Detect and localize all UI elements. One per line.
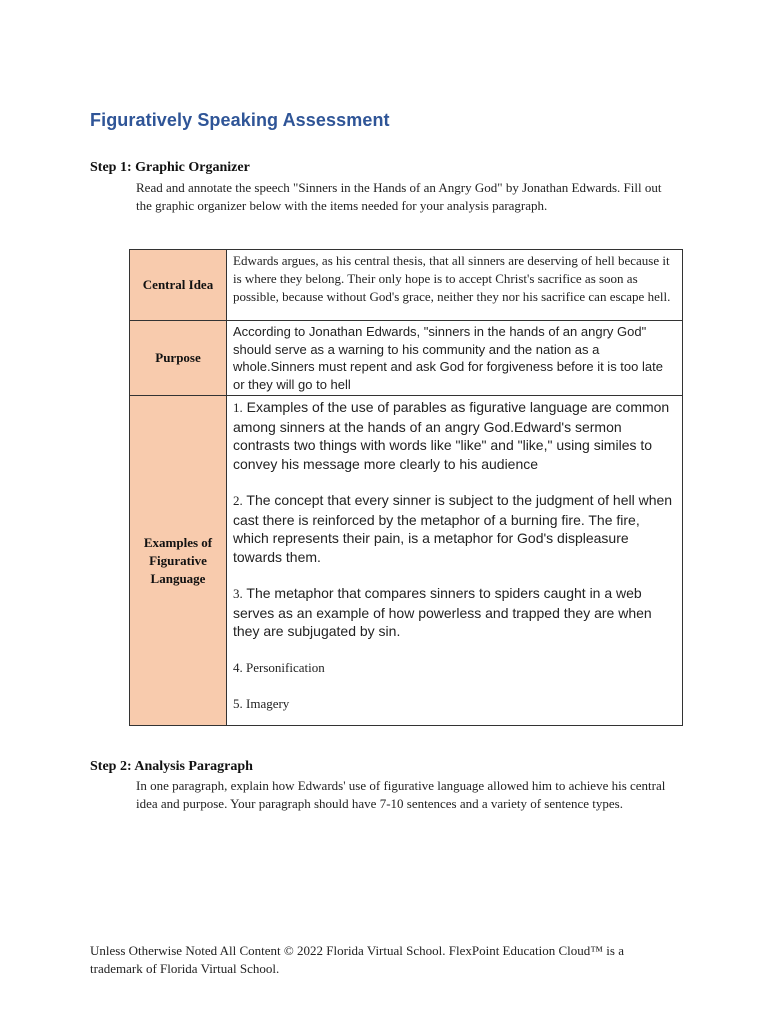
- example-number: 4.: [233, 659, 243, 675]
- step2-heading: Step 2: Analysis Paragraph: [90, 759, 253, 774]
- step2-instructions: In one paragraph, explain how Edwards' use of figurative language allowed him to achieve his central idea and purpose. Your paragraph should have 7-10 sentences and a variety of sentence types.: [136, 778, 666, 811]
- page-title: Figuratively Speaking Assessment: [90, 110, 390, 130]
- example-number: 3.: [233, 586, 243, 601]
- purpose-text: According to Jonathan Edwards, "sinners in the hands of an angry God" should serve as a warning to his community and the nation as a whole.Sinners must repent and ask God for forgiveness before it is too late or they will go to hell: [227, 321, 683, 396]
- example-number: 5.: [233, 695, 243, 711]
- example-text: Imagery: [246, 695, 290, 711]
- footer-copyright: Unless Otherwise Noted All Content © 2022 Florida Virtual School. FlexPoint Education Cloud™ is a trademark of Florida Virtual School.: [90, 943, 624, 976]
- example-text: The metaphor that compares sinners to spiders caught in a web serves as an example of how powerless and trapped they are when they are subjugated by sin.: [233, 585, 652, 639]
- step1-instructions: Read and annotate the speech "Sinners in the Hands of an Angry God" by Jonathan Edwards. Fill out the graphic organizer below with the items needed for your analysis paragraph.: [136, 180, 662, 213]
- central-idea-text: Edwards argues, as his central thesis, that all sinners are deserving of hell because it is where they belong. Their only hope is to accept Christ's sacrifice as soon as possible, because without God's grace, neither they nor his sacrifice can escape hell.: [227, 250, 683, 321]
- example-item: [233, 695, 676, 713]
- purpose-row: [130, 321, 683, 396]
- example-item: [233, 659, 676, 677]
- central-idea-row: [130, 250, 683, 321]
- example-text: Personification: [246, 659, 325, 675]
- figurative-row: [130, 396, 683, 726]
- example-item: [233, 584, 676, 641]
- figurative-examples: [227, 396, 683, 726]
- example-item: [233, 491, 676, 566]
- example-text: Examples of the use of parables as figurative language are common among sinners at the hands of an angry God.Edward's sermon contrasts two things with words like "like" and "like," using similes to convey his message more clearly to his audience: [233, 399, 670, 472]
- example-number: 1.: [233, 400, 243, 415]
- graphic-organizer: [129, 249, 683, 726]
- example-number: 2.: [233, 493, 243, 508]
- example-item: [233, 398, 676, 473]
- figurative-label: Examples of Figurative Language: [130, 396, 227, 726]
- step1-heading: Step 1: Graphic Organizer: [90, 160, 250, 175]
- central-idea-label: Central Idea: [130, 250, 227, 321]
- example-text: The concept that every sinner is subject to the judgment of hell when cast there is reinforced by the metaphor of a burning fire. The fire, which represents their pain, is a metaphor for God's displeasure towards them.: [233, 492, 673, 565]
- purpose-label: Purpose: [130, 321, 227, 396]
